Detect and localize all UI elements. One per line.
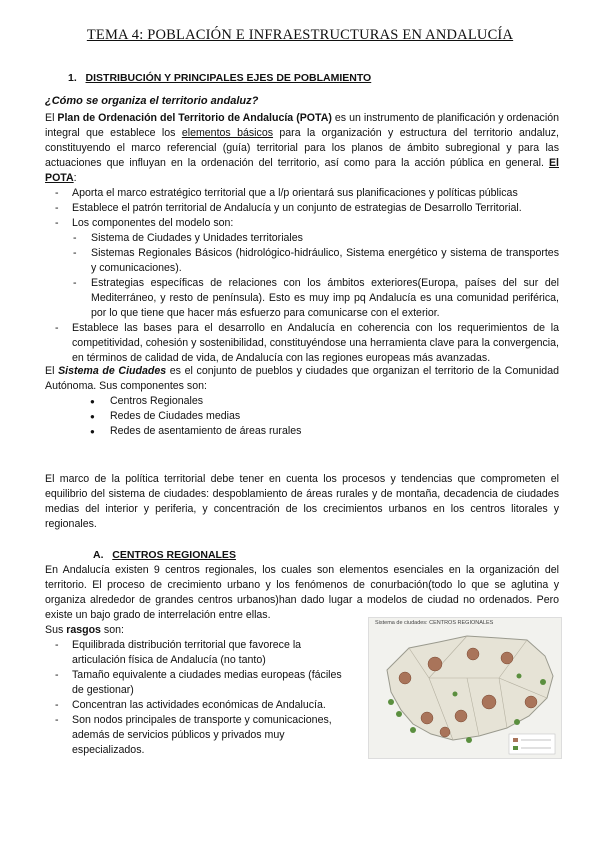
text: es un instrumento de planificación y ordenación integral que establece los: [45, 112, 559, 139]
text: es el conjunto de pueblos y ciudades que organizan el territorio de la Comunidad Autónoma. Sus componentes son:: [45, 365, 559, 392]
section-a-label: CENTROS REGIONALES: [112, 549, 236, 561]
list-item: - Tamaño equivalente a ciudades medias europeas (fáciles de gestionar): [45, 668, 345, 698]
list-item: - Sistema de Ciudades y Unidades territoriales: [45, 231, 559, 246]
list-item: - Son nodos principales de transporte y comunicaciones, además de servicios públicos y privados muy especializados.: [45, 713, 345, 758]
ciudades-list: [45, 394, 559, 439]
section-a-heading: [93, 549, 236, 561]
list-item: - Estrategias específicas de relaciones con los ámbitos exteriores(Europa, países del sur del Mediterráneo, y resto de península). Esto es muy imp pq Andalucía es una comunidad periférica, por lo que tiene que hacer más esfuerzo para comunicarse con el exterior.: [45, 276, 559, 321]
components-list: [45, 231, 559, 321]
list-item: ● Redes de asentamiento de áreas rurales: [45, 424, 559, 439]
centros-paragraph: En Andalucía existen 9 centros regionales, los cuales son elementos esenciales en la organización del territorio. El proceso de crecimiento urbano y los fenómenos de conurbación(todo lo que se aglutina y organiza alrededor de grandes centros urbanos)han dado lugar a modelos de ciudad no ordenados. Pero existe un bajo grado de interrelación entre ellas.: [45, 564, 559, 621]
section-1-number: 1.: [68, 72, 77, 84]
pota-term: Plan de Ordenación del Territorio de Andalucía (POTA): [57, 112, 332, 124]
list-item: ● Centros Regionales: [45, 394, 559, 409]
centros-regionales-map: [368, 617, 562, 759]
pota-list: [45, 186, 559, 366]
andalucia-map-graphic: [369, 618, 561, 758]
list-item: - Equilibrada distribución territorial que favorece la articulación física de Andalucía (no tanto): [45, 638, 345, 668]
list-item: - Sistemas Regionales Básicos (hidrológico-hidráulico, Sistema energético y sistema de transportes y comunicaciones).: [45, 246, 559, 276]
text: para la organización y estructura del territorio andaluz, constituyendo el marco referencial (guía) territorial para los planos de ámbito subregional y para las actuaciones que influyan en la ordenación del territorio, así como para la acción pública en general.: [45, 127, 559, 169]
ciudades-paragraph: [45, 364, 559, 394]
page-title: TEMA 4: POBLACIÓN E INFRAESTRUCTURAS EN ANDALUCÍA: [86, 27, 514, 43]
list-item-text: Los componentes del modelo son:: [72, 217, 234, 229]
text: El: [45, 365, 59, 377]
section-1-label: DISTRIBUCIÓN Y PRINCIPALES EJES DE POBLAMIENTO: [85, 72, 372, 84]
rasgos-term: rasgos: [66, 624, 101, 636]
rasgos-intro: [45, 623, 345, 638]
list-item: - Concentran las actividades económicas de Andalucía.: [45, 698, 345, 713]
marco-paragraph: El marco de la política territorial debe tener en cuenta los procesos y tendencias que comprometen el equilibrio del sistema de ciudades: despoblamiento de áreas rurales y de montaña, decadencia de ciudades medias del interior y periferia, y concentración de los crecimientos urbanos en los centros litorales y regionales.: [45, 473, 559, 530]
list-item: - Establece el patrón territorial de Andalucía y un conjunto de estrategias de Desarrollo Territorial.: [45, 201, 559, 216]
pota-paragraph: [45, 111, 559, 186]
map-caption: Sistema de ciudades: CENTROS REGIONALES: [375, 620, 494, 626]
list-item: [45, 216, 559, 321]
section-a-letter: A.: [93, 549, 104, 561]
text: son:: [100, 624, 124, 636]
list-item: - Aporta el marco estratégico territorial que a l/p orientará sus planificaciones y políticas públicas: [45, 186, 559, 201]
pota-label: El POTA: [45, 157, 559, 184]
text: :: [73, 172, 77, 184]
text: Sus: [45, 624, 67, 636]
list-item: ● Redes de Ciudades medias: [45, 409, 559, 424]
rasgos-list: [45, 638, 345, 758]
question-heading: ¿Cómo se organiza el territorio andaluz?: [45, 95, 259, 107]
underlined-term: elementos básicos: [181, 127, 274, 139]
text: El: [45, 112, 58, 124]
sistema-ciudades-term: Sistema de Ciudades: [58, 365, 167, 377]
list-item: - Establece las bases para el desarrollo en Andalucía en coherencia con los requerimientos de la competitividad, cohesión y sostenibilidad, constituyéndose una herramienta clave para la convergencia, en términos de calidad de vida, de Andalucía con las regiones europeas más avanzadas.: [45, 321, 559, 366]
section-1-heading: [68, 72, 371, 84]
